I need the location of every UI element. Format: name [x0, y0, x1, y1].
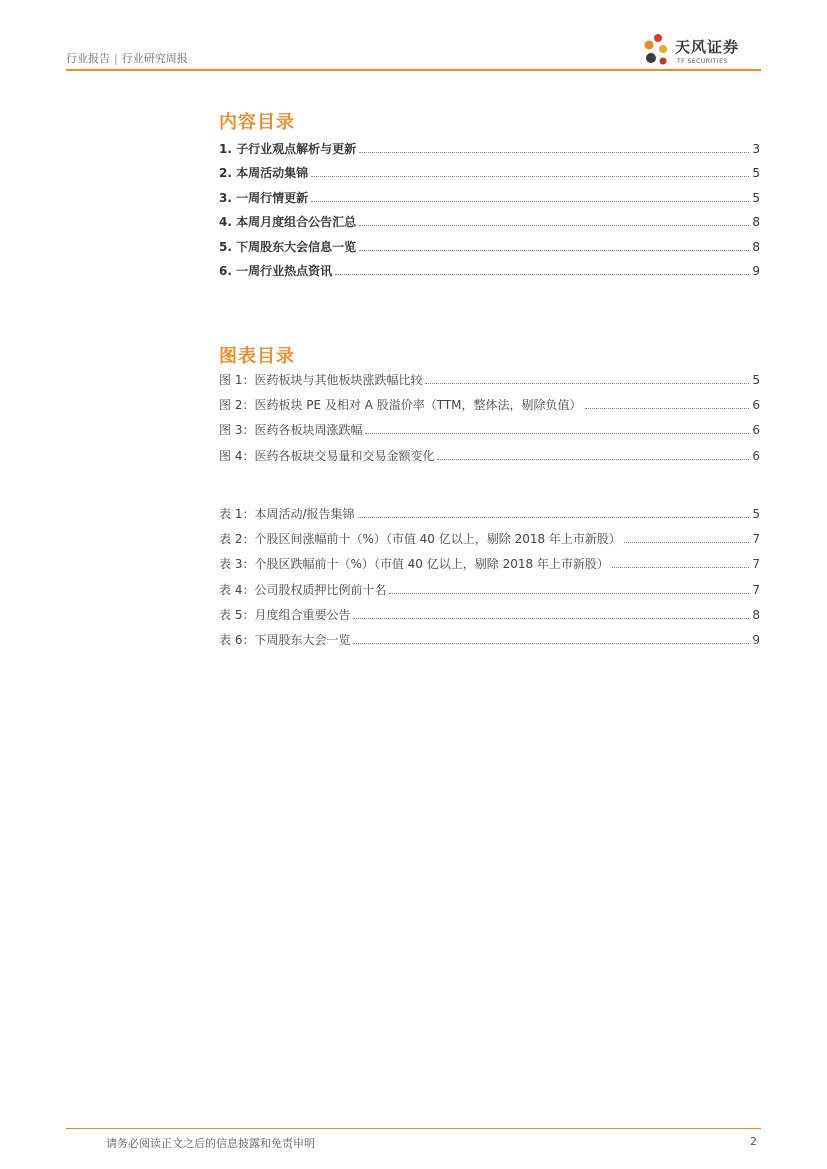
toc-entry-page: 8	[752, 239, 760, 254]
toc-entry[interactable]	[219, 238, 760, 262]
breadcrumb-category: 行业报告	[66, 52, 110, 65]
table-entry[interactable]	[219, 505, 760, 530]
figure-entry[interactable]	[219, 447, 760, 472]
table-entry-page: 7	[752, 582, 760, 597]
toc-entry[interactable]	[219, 164, 760, 188]
logo-flower-icon	[641, 30, 671, 70]
toc-entry-label: 5. 下周股东大会信息一览	[219, 239, 357, 254]
toc-entry-page: 8	[752, 215, 760, 230]
dot-leader	[624, 542, 749, 543]
figure-entry-label: 图 4：医药各板块交易量和交易金额变化	[219, 448, 435, 463]
table-entry-page: 9	[752, 632, 760, 647]
table-entry[interactable]	[219, 581, 760, 606]
figure-entry[interactable]	[219, 421, 760, 446]
figure-entry-page: 6	[752, 423, 760, 438]
figures-list	[219, 371, 760, 472]
toc-entry-page: 9	[752, 263, 760, 278]
table-entry-page: 7	[752, 557, 760, 572]
dot-leader	[335, 274, 749, 275]
header-divider	[66, 69, 761, 71]
table-entry-label: 表 3：个股区跌幅前十（%）（市值 40 亿以上，剔除 2018 年上市新股）	[219, 557, 609, 572]
breadcrumb-report-type: 行业研究周报	[121, 52, 188, 65]
figure-entry-label: 图 1：医药板块与其他板块涨跌幅比较	[219, 373, 423, 387]
dot-leader	[365, 433, 749, 434]
dot-leader	[359, 250, 749, 251]
company-logo	[641, 30, 761, 70]
table-entry[interactable]	[219, 555, 760, 580]
contents-title: 内容目录	[219, 112, 295, 133]
dot-leader	[358, 517, 750, 518]
toc-entry-page: 5	[752, 166, 760, 181]
toc-entry-label: 6. 一周行业热点资讯	[219, 263, 333, 278]
table-entry-label: 表 2：个股区间涨幅前十（%）（市值 40 亿以上，剔除 2018 年上市新股）	[219, 532, 621, 547]
figure-entry[interactable]	[219, 371, 760, 396]
table-entry-label: 表 4：公司股权质押比例前十名	[219, 582, 387, 597]
dot-leader	[425, 383, 749, 384]
toc-entry[interactable]	[219, 189, 760, 213]
table-entry-label: 表 6：下周股东大会一览	[219, 632, 351, 647]
dot-leader	[359, 152, 749, 153]
toc-entry-page: 5	[752, 190, 760, 205]
toc-entry-label: 2. 本周活动集锦	[219, 166, 309, 181]
table-entry-page: 5	[752, 507, 760, 521]
contents-list	[219, 140, 760, 286]
dot-leader	[353, 618, 749, 619]
table-entry-page: 8	[752, 607, 760, 622]
table-entry[interactable]	[219, 530, 760, 555]
toc-entry[interactable]	[219, 140, 760, 164]
logo-subtitle: TF SECURITIES	[677, 58, 728, 65]
dot-leader	[353, 643, 749, 644]
logo-name: 天风证券	[675, 38, 740, 56]
toc-entry-label: 4. 本周月度组合公告汇总	[219, 215, 357, 230]
toc-entry[interactable]	[219, 213, 760, 237]
figure-entry[interactable]	[219, 396, 760, 421]
figure-entry-page: 6	[752, 398, 760, 413]
table-entry-label: 表 1：本周活动/报告集锦	[219, 507, 355, 521]
breadcrumb-separator: |	[114, 52, 118, 65]
dot-leader	[437, 459, 749, 460]
page-header	[66, 30, 761, 70]
table-entry-label: 表 5：月度组合重要公告	[219, 607, 351, 622]
dot-leader	[612, 567, 749, 568]
toc-entry[interactable]	[219, 262, 760, 286]
figure-entry-label: 图 3：医药各板块周涨跌幅	[219, 423, 363, 438]
table-entry[interactable]	[219, 606, 760, 631]
table-entry[interactable]	[219, 631, 760, 656]
table-entry-page: 7	[752, 532, 760, 547]
dot-leader	[585, 408, 750, 409]
dot-leader	[311, 176, 749, 177]
toc-entry-label: 1. 子行业观点解析与更新	[219, 142, 357, 156]
charts-title: 图表目录	[219, 346, 295, 367]
tables-list	[219, 505, 760, 656]
page-number: 2	[750, 1135, 757, 1148]
dot-leader	[389, 593, 749, 594]
figure-entry-label: 图 2：医药板块 PE 及相对 A 股溢价率（TTM，整体法，剔除负值）	[219, 398, 582, 413]
dot-leader	[311, 201, 749, 202]
toc-entry-page: 3	[752, 142, 760, 156]
breadcrumb	[66, 50, 188, 66]
toc-entry-label: 3. 一周行情更新	[219, 190, 309, 205]
dot-leader	[359, 225, 749, 226]
footer-divider	[66, 1128, 761, 1129]
figure-entry-page: 5	[752, 373, 760, 387]
footer-disclaimer: 请务必阅读正文之后的信息披露和免责申明	[106, 1137, 315, 1150]
figure-entry-page: 6	[752, 448, 760, 463]
